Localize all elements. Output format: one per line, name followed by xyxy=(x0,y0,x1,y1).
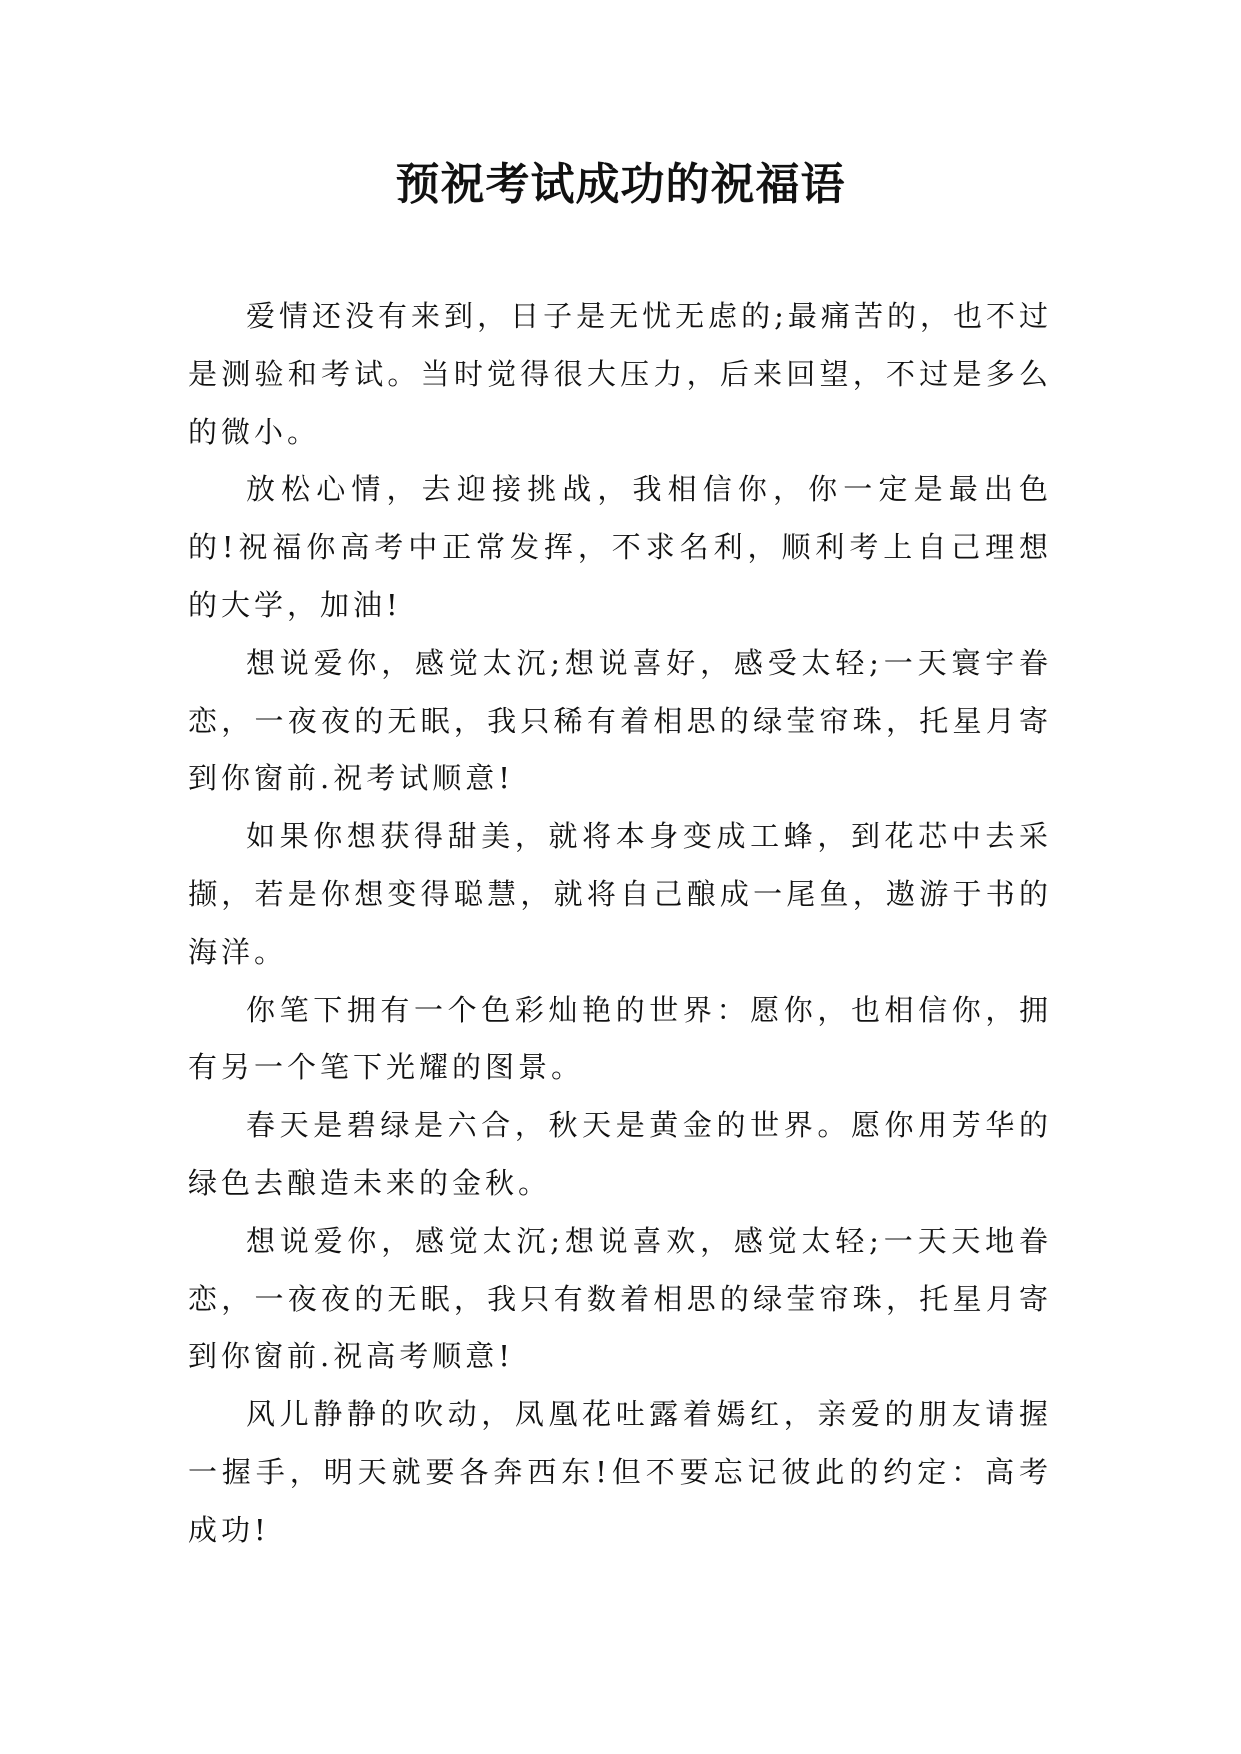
paragraph: 爱情还没有来到，日子是无忧无虑的;最痛苦的，也不过是测验和考试。当时觉得很大压力，后来回望，不过是多么的微小。 xyxy=(188,299,1052,449)
paragraph: 想说爱你，感觉太沉;想说喜欢，感觉太轻;一天天地眷恋，一夜夜的无眠，我只有数着相思的绿莹帘珠，托星月寄到你窗前.祝高考顺意! xyxy=(188,1223,1052,1374)
paragraph: 春天是碧绿是六合，秋天是黄金的世界。愿你用芳华的绿色去酿造未来的金秋。 xyxy=(188,1108,1052,1200)
paragraph: 放松心情，去迎接挑战，我相信你，你一定是最出色的!祝福你高考中正常发挥，不求名利，顺利考上自己理想的大学，加油! xyxy=(188,472,1052,622)
document-title: 预祝考试成功的祝福语 xyxy=(395,159,846,210)
paragraph: 想说爱你，感觉太沉;想说喜好，感受太轻;一天寰宇眷恋，一夜夜的无眠，我只稀有着相思的绿莹帘珠，托星月寄到你窗前.祝考试顺意! xyxy=(188,645,1052,796)
paragraph: 你笔下拥有一个色彩灿艳的世界：愿你，也相信你，拥有另一个笔下光耀的图景。 xyxy=(188,992,1052,1085)
paragraph: 风儿静静的吹动，凤凰花吐露着嫣红，亲爱的朋友请握一握手，明天就要各奔西东!但不要忘记彼此的约定：高考成功! xyxy=(188,1397,1052,1547)
document-body xyxy=(188,288,1052,1560)
paragraph: 如果你想获得甜美，就将本身变成工蜂，到花芯中去采撷，若是你想变得聪慧，就将自己酿成一尾鱼，遨游于书的海洋。 xyxy=(188,819,1052,969)
